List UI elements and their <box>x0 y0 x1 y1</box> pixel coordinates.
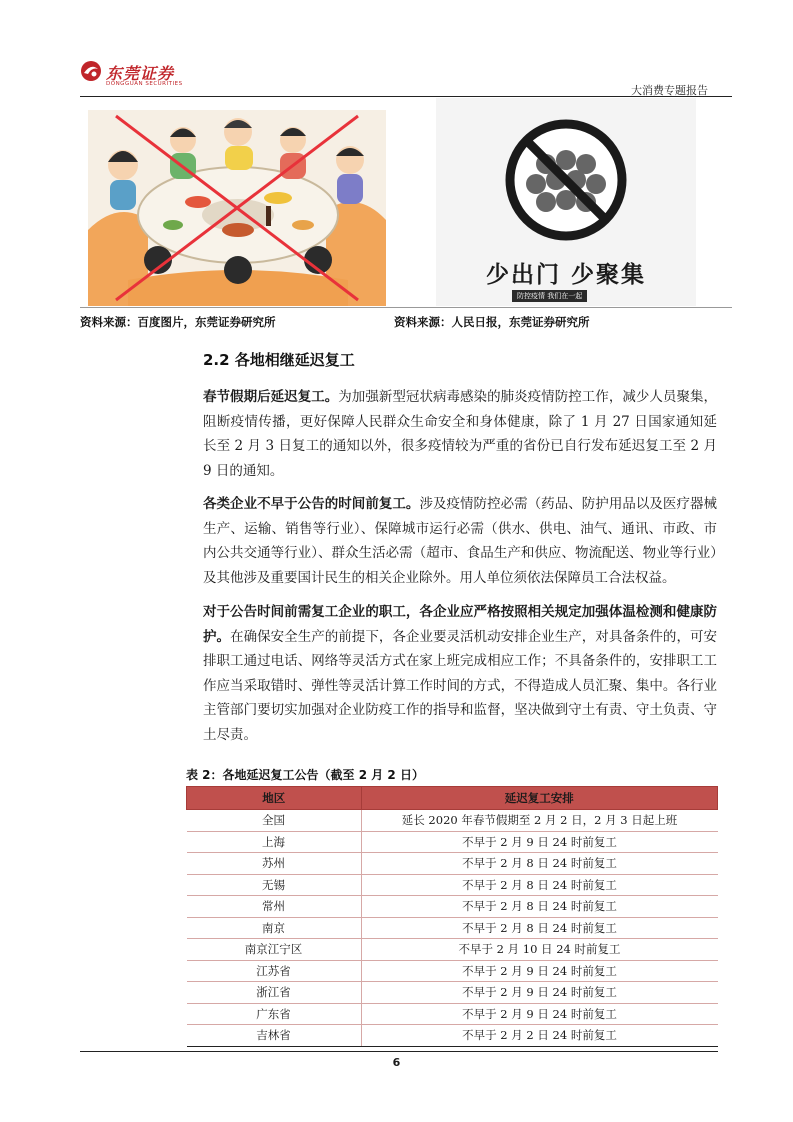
region-cell: 吉林省 <box>187 1025 362 1047</box>
no-gathering-poster <box>436 98 696 306</box>
report-type: 大消费专题报告 <box>631 84 708 97</box>
table-header-row <box>187 787 718 810</box>
paragraph-3-text: 在确保安全生产的前提下，各企业要灵活机动安排企业生产，对具备条件的，可安排职工通过电话、网络等灵活方式在家上班完成相应工作；不具备条件的，安排职工工作应当采取错时、弹性等灵活计算工作时间的方式，不得造成人员汇聚、集中。各行业主管部门要切实加强对企业防疫工作的指导和监督，坚决做到守土有责、守土负责、守土尽责。 <box>203 628 718 743</box>
left-figure-source: 资料来源：百度图片，东莞证券研究所 <box>80 315 276 329</box>
company-name-en: DONGGUAN SECURITIES <box>106 81 183 87</box>
header-arrangement: 延迟复工安排 <box>361 787 718 810</box>
region-cell: 苏州 <box>187 853 362 875</box>
figure-divider <box>80 307 732 308</box>
region-cell: 全国 <box>187 810 362 832</box>
arrangement-cell: 不早于 2 月 9 日 24 时前复工 <box>361 960 718 982</box>
arrangement-cell: 不早于 2 月 9 日 24 时前复工 <box>361 982 718 1004</box>
paragraph-2-lead: 各类企业不早于公告的时间前复工。 <box>203 496 420 512</box>
company-name: 东莞证券 <box>106 64 175 83</box>
table-row <box>187 874 718 896</box>
company-logo <box>80 60 200 94</box>
arrangement-cell: 不早于 2 月 8 日 24 时前复工 <box>361 896 718 918</box>
arrangement-cell: 不早于 2 月 9 日 24 时前复工 <box>361 831 718 853</box>
region-cell: 南京 <box>187 917 362 939</box>
table-row <box>187 810 718 832</box>
footer-divider <box>80 1051 718 1052</box>
region-cell: 浙江省 <box>187 982 362 1004</box>
no-crowd-icon <box>488 118 644 242</box>
arrangement-cell: 不早于 2 月 10 日 24 时前复工 <box>361 939 718 961</box>
section-title: 2.2 各地相继延迟复工 <box>203 351 355 369</box>
region-cell: 江苏省 <box>187 960 362 982</box>
table-row <box>187 1025 718 1047</box>
right-figure-source: 资料来源：人民日报，东莞证券研究所 <box>394 315 590 329</box>
region-cell: 上海 <box>187 831 362 853</box>
paragraph-1 <box>203 385 717 483</box>
table-row <box>187 853 718 875</box>
arrangement-cell: 延长 2020 年春节假期至 2 月 2 日，2 月 3 日起上班 <box>361 810 718 832</box>
table-row <box>187 960 718 982</box>
paragraph-2-text: 涉及疫情防控必需（药品、防护用品以及医疗器械生产、运输、销售等行业）、保障城市运行必需（供水、供电、油气、通讯、市政、市内公共交通等行业）、群众生活必需（超市、食品生产和供应、物流配送、物业等行业）及其他涉及重要国计民生的相关企业除外。用人单位须依法保障员工合法权益。 <box>203 496 718 586</box>
table-row <box>187 896 718 918</box>
table-row <box>187 939 718 961</box>
family-dinner-illustration <box>88 110 386 306</box>
logo-swirl-icon <box>80 60 102 82</box>
arrangement-cell: 不早于 2 月 8 日 24 时前复工 <box>361 853 718 875</box>
poster-tag: 防控疫情 我们在一起 <box>512 290 587 302</box>
page-number: 6 <box>392 1056 401 1069</box>
arrangement-cell: 不早于 2 月 2 日 24 时前复工 <box>361 1025 718 1047</box>
paragraph-1-text: 为加强新型冠状病毒感染的肺炎疫情防控工作，减少人员聚集，阻断疫情传播，更好保障人民群众生命安全和身体健康，除了 1 月 27 日国家通知延长至 2 月 3 日复工的通知以外，很多疫情较为严重的省份已自行发布延迟复工至 2 月 9 日的通知。 <box>203 389 718 479</box>
arrangement-cell: 不早于 2 月 8 日 24 时前复工 <box>361 874 718 896</box>
region-cell: 常州 <box>187 896 362 918</box>
table-row <box>187 982 718 1004</box>
arrangement-cell: 不早于 2 月 8 日 24 时前复工 <box>361 917 718 939</box>
region-cell: 南京江宁区 <box>187 939 362 961</box>
header-region: 地区 <box>187 787 362 810</box>
region-cell: 广东省 <box>187 1003 362 1025</box>
paragraph-3 <box>203 600 717 747</box>
table-caption: 表 2：各地延迟复工公告（截至 2 月 2 日） <box>186 768 424 782</box>
table-row <box>187 831 718 853</box>
paragraph-3-lead: 对于公告时间前需复工企业的职工，各企业应严格按照相关规定加强体温检测和健康防护。 <box>203 604 717 645</box>
poster-slogan: 少出门 少聚集 <box>485 262 646 288</box>
paragraph-2 <box>203 492 717 590</box>
crossed-dinner-icon <box>88 110 386 306</box>
table-row <box>187 917 718 939</box>
table-row <box>187 1003 718 1025</box>
header-divider <box>80 96 732 97</box>
region-cell: 无锡 <box>187 874 362 896</box>
delay-table <box>186 786 718 1047</box>
arrangement-cell: 不早于 2 月 9 日 24 时前复工 <box>361 1003 718 1025</box>
paragraph-1-lead: 春节假期后延迟复工。 <box>203 389 339 405</box>
